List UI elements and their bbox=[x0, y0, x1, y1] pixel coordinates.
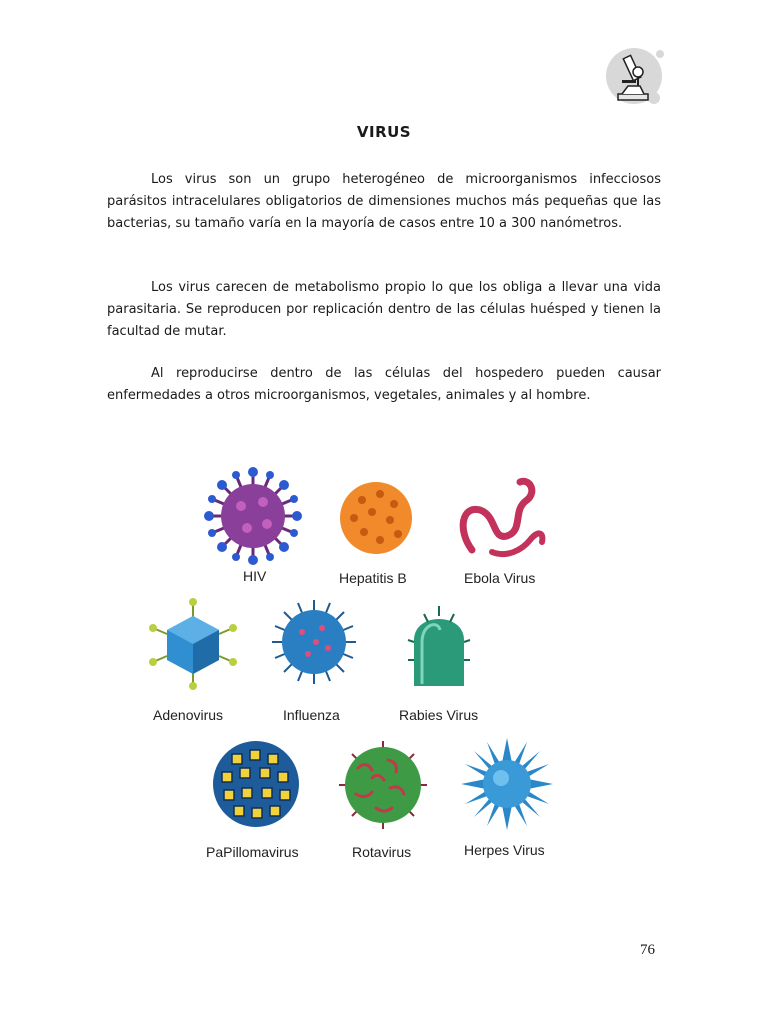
ebola-virus-image bbox=[452, 470, 547, 560]
label-hiv: HIV bbox=[243, 568, 267, 584]
influenza-virus-image bbox=[270, 598, 358, 686]
paragraph-intro: Los virus son un grupo heterogéneo de microorganismos infecciosos parásitos intracelulares obligatorios de dimensiones muchos más pequeñas que las bacterias, su tamaño varía en la mayoría de casos entre 10 a 300 nanómetros. bbox=[107, 172, 661, 231]
label-rabies: Rabies Virus bbox=[399, 707, 479, 723]
label-rotavirus: Rotavirus bbox=[352, 844, 412, 860]
label-papillomavirus: PaPillomavirus bbox=[206, 844, 299, 860]
label-hepatitis-b: Hepatitis B bbox=[339, 570, 407, 586]
papillomavirus-image bbox=[210, 738, 302, 830]
adenovirus-image bbox=[147, 598, 239, 690]
label-ebola: Ebola Virus bbox=[464, 570, 536, 586]
page-title: VIRUS bbox=[356, 123, 412, 141]
page-number: 76 bbox=[640, 942, 655, 958]
label-adenovirus: Adenovirus bbox=[153, 707, 224, 723]
microscope-icon bbox=[598, 42, 666, 110]
herpes-virus-image bbox=[461, 738, 553, 830]
paragraph-reproduction: Al reproducirse dentro de las células del hospedero pueden causar enfermedades a otros microorganismos, vegetales, animales y al hombre. bbox=[107, 366, 661, 403]
rotavirus-image bbox=[336, 738, 430, 832]
hiv-virus-image bbox=[203, 466, 303, 566]
rabies-virus-image bbox=[404, 600, 474, 692]
label-herpes: Herpes Virus bbox=[464, 842, 545, 858]
hepatitis-b-virus-image bbox=[336, 478, 416, 558]
label-influenza: Influenza bbox=[283, 707, 340, 723]
paragraph-metabolism: Los virus carecen de metabolismo propio lo que los obliga a llevar una vida parasitaria. Se reproducen por replicación dentro de las células huésped y tienen la facultad de mutar. bbox=[107, 280, 661, 339]
